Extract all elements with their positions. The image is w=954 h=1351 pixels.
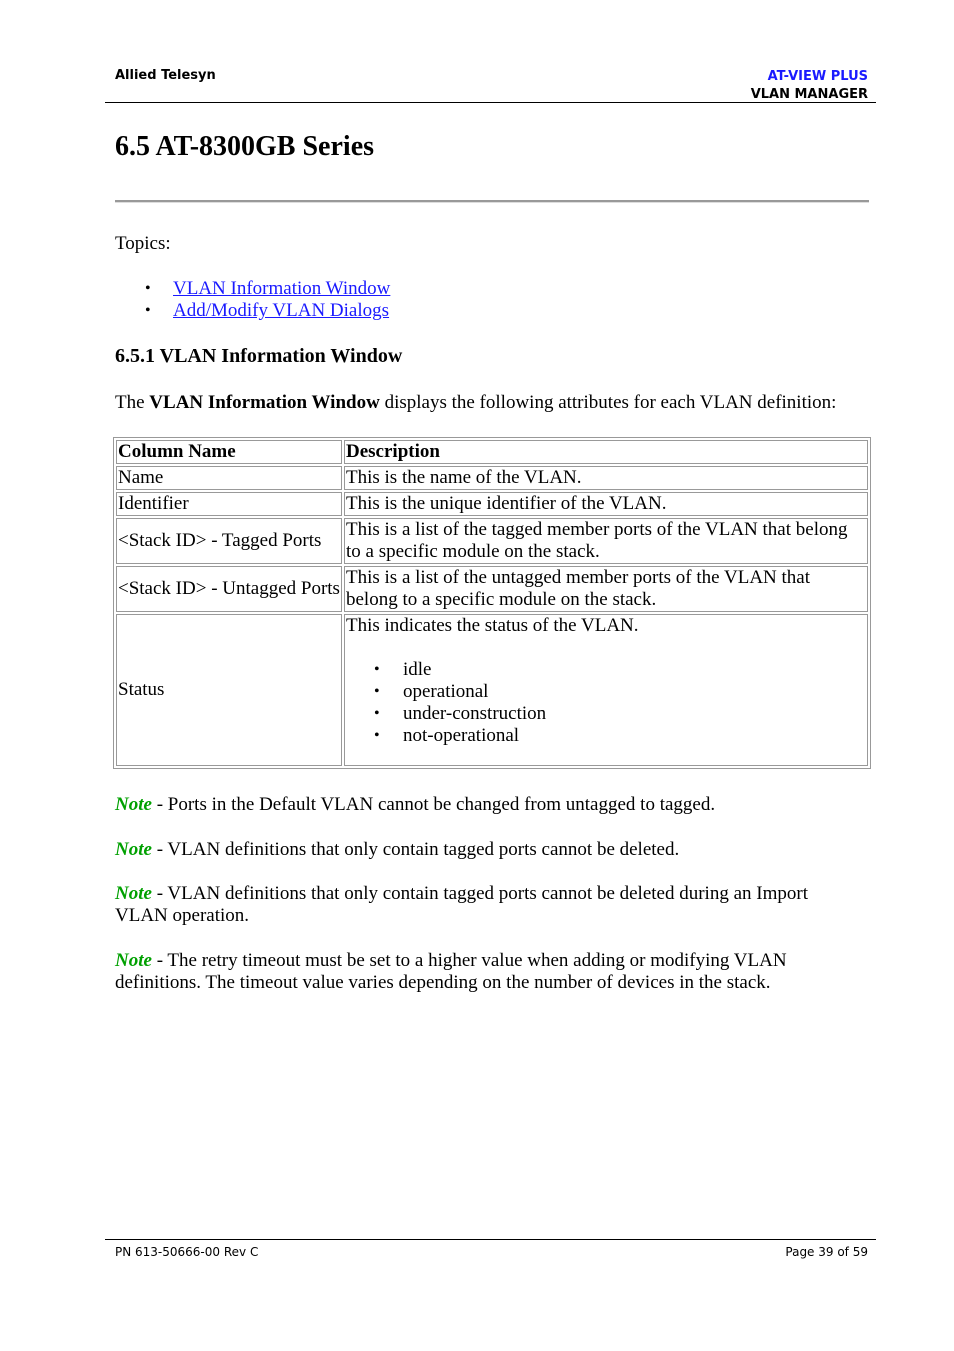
table-cell-name: <Stack ID> - Untagged Ports (116, 566, 342, 612)
table-cell-name: Identifier (116, 492, 342, 516)
subsection-title: 6.5.1 VLAN Information Window (115, 345, 403, 367)
intro-post: displays the following attributes for each VLAN definition: (379, 392, 837, 413)
status-value: • under-construction (346, 703, 866, 725)
intro-paragraph (115, 392, 836, 414)
table-cell-description: This is a list of the untagged member ports of the VLAN that belong to a specific module on the stack. (344, 566, 868, 612)
note-paragraph (115, 794, 855, 816)
intro-pre: The (115, 392, 150, 413)
table-row (116, 518, 868, 564)
note-text: - VLAN definitions that only contain tagged ports cannot be deleted during an Import VLAN operation. (115, 883, 808, 926)
table-row-status (116, 614, 868, 766)
footer-part-number: PN 613-50666-00 Rev C (115, 1245, 259, 1259)
note-label: Note (115, 883, 152, 904)
table-header-description: Description (344, 440, 868, 464)
table-header-row (116, 440, 868, 464)
title-divider (115, 200, 869, 203)
header-product-block (751, 68, 868, 104)
table-cell-description: This is a list of the tagged member ports of the VLAN that belong to a specific module on the stack. (344, 518, 868, 564)
note-label: Note (115, 950, 152, 971)
status-value: • not-operational (346, 725, 866, 747)
table-header-column-name: Column Name (116, 440, 342, 464)
note-paragraph (115, 883, 855, 927)
status-value: • idle (346, 659, 866, 681)
table-row (116, 466, 868, 490)
header-product: AT-VIEW PLUS (767, 69, 868, 84)
table-cell-description: This is the name of the VLAN. (344, 466, 868, 490)
header-divider (105, 102, 876, 103)
table-cell-name: Name (116, 466, 342, 490)
note-paragraph (115, 839, 855, 861)
note-label: Note (115, 794, 152, 815)
status-description-text: This indicates the status of the VLAN. (346, 615, 639, 636)
note-label: Note (115, 839, 152, 860)
table-row (116, 566, 868, 612)
table-cell-description (344, 614, 868, 766)
table-cell-description: This is the unique identifier of the VLAN. (344, 492, 868, 516)
note-paragraph (115, 950, 855, 994)
page-title: 6.5 AT-8300GB Series (115, 131, 375, 162)
topics-label: Topics: (115, 233, 171, 254)
table-cell-name: <Stack ID> - Tagged Ports (116, 518, 342, 564)
intro-bold: VLAN Information Window (149, 392, 380, 413)
header-company: Allied Telesyn (115, 68, 216, 83)
topic-link-vlan-information-window[interactable]: VLAN Information Window (173, 278, 391, 299)
status-value: • operational (346, 681, 866, 703)
status-values-list (346, 659, 866, 747)
topic-link-add-modify-vlan-dialogs[interactable]: Add/Modify VLAN Dialogs (173, 300, 390, 321)
topics-list-item (145, 278, 390, 300)
topics-list (145, 278, 390, 322)
topics-list-item (145, 300, 390, 322)
note-text: - Ports in the Default VLAN cannot be changed from untagged to tagged. (151, 794, 716, 815)
note-text: - The retry timeout must be set to a higher value when adding or modifying VLAN definitions. The timeout value varies depending on the number of devices in the stack. (115, 950, 787, 993)
footer-divider (105, 1239, 876, 1240)
footer-page-number: Page 39 of 59 (785, 1245, 868, 1259)
table-cell-name: Status (116, 614, 342, 766)
table-row (116, 492, 868, 516)
attributes-table (113, 437, 871, 769)
header-module: VLAN MANAGER (750, 87, 868, 102)
note-text: - VLAN definitions that only contain tagged ports cannot be deleted. (151, 839, 680, 860)
